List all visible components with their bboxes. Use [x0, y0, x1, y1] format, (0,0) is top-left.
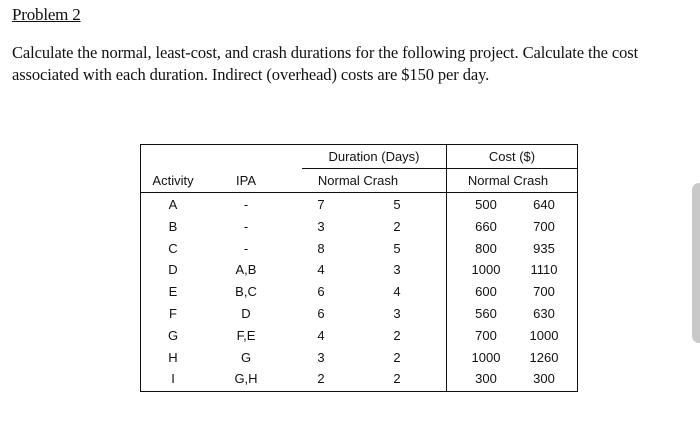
- crash-cost-cell: 1110: [530, 262, 558, 278]
- crash-cost-cell: 300: [533, 371, 555, 387]
- header-divider: [140, 192, 578, 193]
- activity-cell: H: [168, 349, 178, 365]
- activity-cell: I: [171, 371, 175, 387]
- normal-days-cell: 4: [317, 327, 325, 343]
- crash-cost-cell: 1260: [529, 349, 559, 365]
- normal-days-cell: 6: [317, 306, 325, 321]
- problem-statement: [12, 42, 700, 86]
- crash-cost-cell: 935: [533, 240, 555, 256]
- normal-cost-cell: 700: [475, 327, 497, 343]
- cost-column-header: Normal Crash: [467, 173, 549, 188]
- normal-days-cell: 7: [317, 197, 325, 212]
- normal-cost-cell: 560: [475, 306, 497, 321]
- duration-group-header: Duration (Days): [328, 149, 420, 164]
- activity-column-header: Activity: [152, 173, 194, 188]
- normal-days-cell: 3: [317, 218, 325, 234]
- normal-days-cell: 3: [317, 349, 325, 365]
- ipa-cell: -: [243, 218, 249, 234]
- normal-cost-cell: 300: [475, 371, 497, 387]
- crash-cost-cell: 700: [533, 284, 555, 300]
- crash-days-cell: 4: [393, 284, 401, 300]
- crash-cost-cell: 700: [533, 218, 555, 234]
- activity-cell: G: [167, 327, 179, 343]
- crash-days-cell: 2: [393, 349, 401, 365]
- crash-cost-cell: 630: [533, 306, 555, 321]
- crash-days-cell: 5: [393, 240, 401, 256]
- activity-cell: F: [169, 306, 177, 321]
- crash-days-cell: 2: [393, 218, 401, 234]
- crash-cost-cell: 640: [533, 197, 555, 212]
- ipa-cell: B,C: [235, 284, 257, 300]
- normal-days-cell: 8: [317, 240, 325, 256]
- group-header-underline: [302, 168, 578, 169]
- column-divider: [446, 144, 447, 392]
- normal-cost-cell: 660: [475, 218, 497, 234]
- normal-cost-cell: 600: [475, 284, 497, 300]
- activity-cell: E: [168, 284, 178, 300]
- ipa-cell: G,H: [234, 371, 258, 387]
- side-edge-handle: [692, 183, 700, 343]
- normal-cost-cell: 500: [475, 197, 497, 212]
- crash-days-cell: 2: [393, 371, 401, 387]
- crash-days-cell: 5: [393, 197, 401, 212]
- ipa-column-header: IPA: [236, 173, 256, 188]
- activity-cell: D: [168, 262, 178, 278]
- crash-days-cell: 3: [393, 262, 401, 278]
- problem-heading: Problem 2: [12, 5, 81, 24]
- problem-line-1: Calculate the normal, least-cost, and crash durations for the following project. Calculate the cost: [12, 43, 639, 62]
- normal-cost-cell: 1000: [471, 262, 501, 278]
- problem-line-2: associated with each duration. Indirect (overhead) costs are $150 per day.: [12, 65, 490, 84]
- crash-days-cell: 3: [393, 306, 401, 321]
- normal-days-cell: 6: [317, 284, 325, 300]
- normal-days-cell: 4: [317, 262, 325, 278]
- ipa-cell: D: [241, 306, 251, 321]
- activity-cell: B: [168, 218, 178, 234]
- activity-cell: A: [168, 197, 178, 212]
- normal-days-cell: 2: [317, 371, 325, 387]
- normal-cost-cell: 1000: [471, 349, 501, 365]
- activity-cell: C: [168, 240, 178, 256]
- ipa-cell: A,B: [235, 262, 257, 278]
- ipa-cell: -: [243, 197, 249, 212]
- crash-cost-cell: 1000: [529, 327, 559, 343]
- duration-column-header: Normal Crash: [317, 173, 399, 188]
- ipa-cell: -: [243, 240, 249, 256]
- normal-cost-cell: 800: [475, 240, 497, 256]
- ipa-cell: G: [240, 349, 252, 365]
- crash-days-cell: 2: [393, 327, 401, 343]
- cost-group-header: Cost ($): [488, 149, 536, 164]
- ipa-cell: F,E: [236, 327, 256, 343]
